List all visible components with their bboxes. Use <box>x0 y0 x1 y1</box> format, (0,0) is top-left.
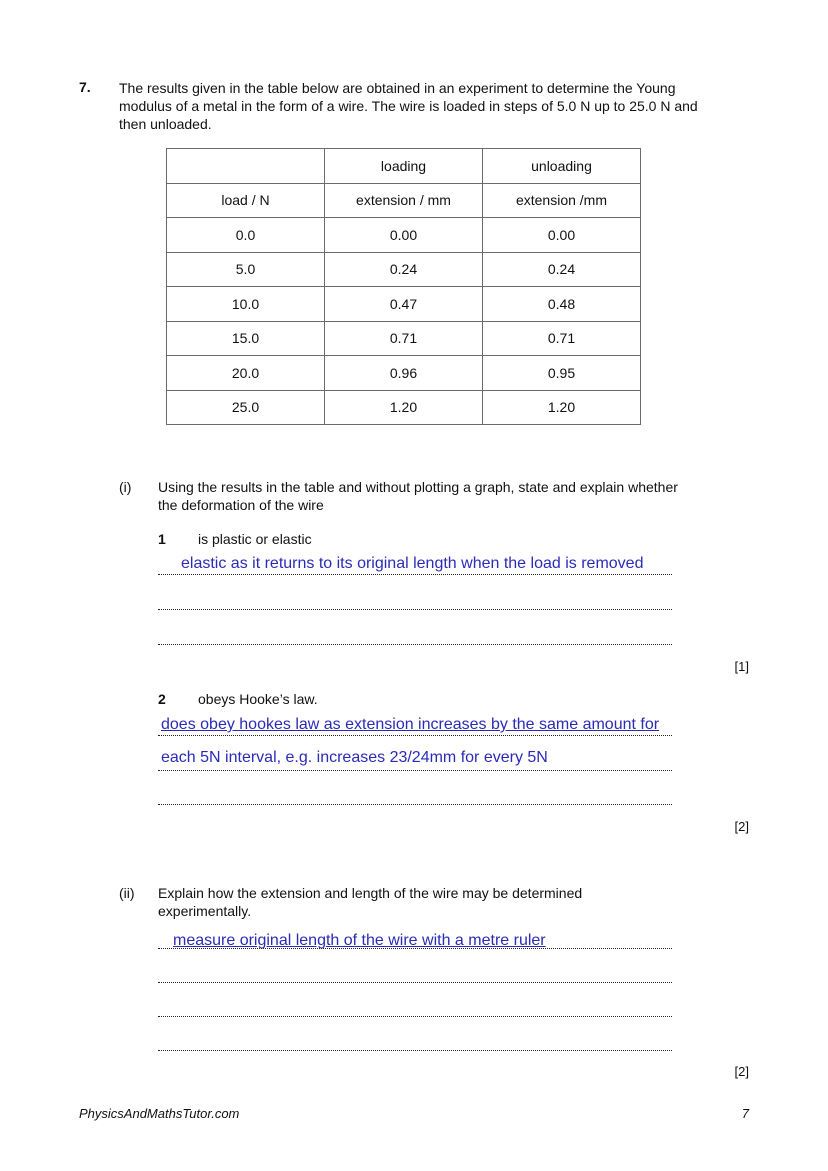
marks-badge: [2] <box>734 819 749 834</box>
table-row <box>167 252 641 287</box>
part-ii-answer: measure original length of the wire with a metre ruler <box>173 932 546 949</box>
table-header-cell: loading <box>325 149 483 184</box>
sub2-prompt: obeys Hooke’s law. <box>198 691 318 707</box>
results-table <box>166 148 641 425</box>
part-ii-label: (ii) <box>119 885 135 901</box>
answer-line <box>158 735 672 736</box>
sub2-answer-line-1: does obey hookes law as extension increases by the same amount for <box>161 716 660 733</box>
answer-line <box>158 1016 672 1017</box>
table-cell: 20.0 <box>167 356 325 391</box>
table-group-header-row <box>167 149 641 184</box>
answer-line <box>158 804 672 805</box>
part-i-prompt: Using the results in the table and without plotting a graph, state and explain whether the deformation of the wire <box>158 479 678 513</box>
table-cell: 0.71 <box>483 321 641 356</box>
answer-line <box>158 1050 672 1051</box>
table-row <box>167 287 641 322</box>
answer-line <box>158 644 672 645</box>
table-cell: 0.00 <box>483 218 641 253</box>
table-header-cell: extension /mm <box>483 183 641 218</box>
table-row <box>167 321 641 356</box>
table-cell: 5.0 <box>167 252 325 287</box>
table-cell: 0.96 <box>325 356 483 391</box>
table-cell: 0.24 <box>325 252 483 287</box>
answer-line <box>158 574 672 575</box>
table-cell: 0.00 <box>325 218 483 253</box>
table-header-cell: extension / mm <box>325 183 483 218</box>
table-header-cell: load / N <box>167 183 325 218</box>
table-cell: 1.20 <box>325 390 483 425</box>
part-ii-prompt: Explain how the extension and length of the wire may be determined experimentally. <box>158 885 583 919</box>
table-header-cell: unloading <box>483 149 641 184</box>
table-cell: 1.20 <box>483 390 641 425</box>
table-cell: 0.48 <box>483 287 641 322</box>
table-cell: 10.0 <box>167 287 325 322</box>
question-number: 7. <box>79 79 91 95</box>
sub1-number: 1 <box>158 531 166 547</box>
footer-source: PhysicsAndMathsTutor.com <box>79 1106 240 1121</box>
answer-line <box>158 770 672 771</box>
table-cell: 0.47 <box>325 287 483 322</box>
part-i-label: (i) <box>119 479 132 495</box>
table-row <box>167 356 641 391</box>
marks-badge: [1] <box>734 659 749 674</box>
sub1-answer: elastic as it returns to its original length when the load is removed <box>181 555 644 572</box>
table-cell: 0.95 <box>483 356 641 391</box>
marks-badge: [2] <box>734 1064 749 1079</box>
table-cell: 0.24 <box>483 252 641 287</box>
table-cell: 15.0 <box>167 321 325 356</box>
table-row <box>167 218 641 253</box>
question-intro: The results given in the table below are obtained in an experiment to determine the Young modulus of a metal in the form of a wire. The wire is loaded in steps of 5.0 N up to 25.0 N and then unloaded. <box>119 80 698 132</box>
answer-line <box>158 609 672 610</box>
sub2-number: 2 <box>158 691 166 707</box>
table-header-cell <box>167 149 325 184</box>
sub1-prompt: is plastic or elastic <box>198 531 312 547</box>
table-cell: 0.71 <box>325 321 483 356</box>
answer-line <box>158 948 672 949</box>
answer-line <box>158 982 672 983</box>
table-row <box>167 390 641 425</box>
table-cell: 0.0 <box>167 218 325 253</box>
page-number: 7 <box>741 1106 749 1121</box>
table-column-header-row <box>167 183 641 218</box>
sub2-answer-line-2: each 5N interval, e.g. increases 23/24mm for every 5N <box>161 749 548 766</box>
table-cell: 25.0 <box>167 390 325 425</box>
